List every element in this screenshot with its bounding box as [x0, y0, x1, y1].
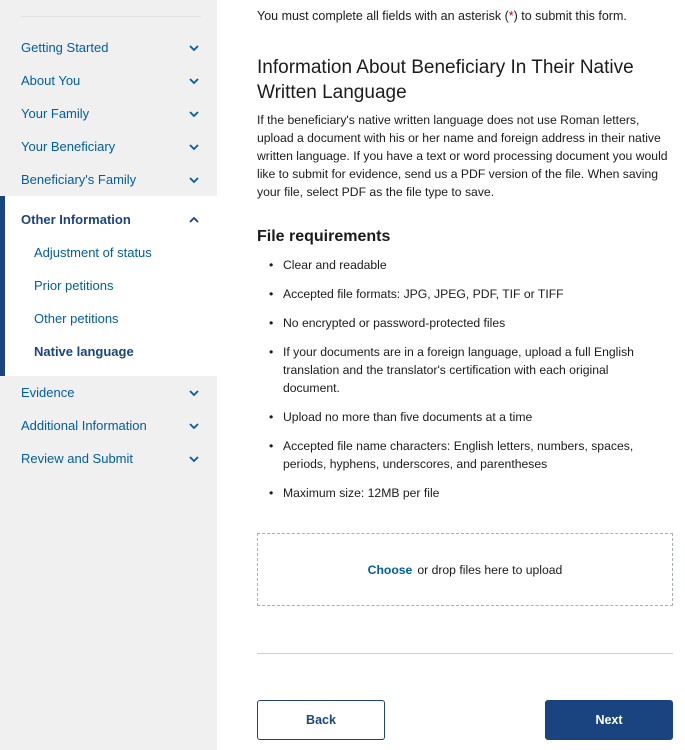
- sidebar-item-beneficiarys-family[interactable]: [0, 163, 217, 196]
- dropzone-instructions: or drop files here to upload: [417, 562, 563, 577]
- sidebar-item-evidence[interactable]: [0, 376, 217, 409]
- sidebar-item-your-family[interactable]: [0, 97, 217, 130]
- required-note-text: You must complete all fields with an asterisk (: [257, 9, 509, 23]
- sidebar-item-label: Other Information: [21, 212, 131, 227]
- list-item: • No encrypted or password-protected files: [257, 314, 673, 332]
- list-item: • Upload no more than five documents at a time: [257, 408, 673, 426]
- sidebar-item-your-beneficiary[interactable]: [0, 130, 217, 163]
- file-requirements-list: [257, 256, 673, 502]
- list-item: • If your documents are in a foreign language, upload a full English translation and the translator's certification with each original document.: [257, 343, 673, 397]
- chevron-down-icon: [188, 453, 200, 465]
- sidebar-nav: [0, 0, 217, 750]
- list-item: • Accepted file formats: JPG, JPEG, PDF, TIF or TIFF: [257, 285, 673, 303]
- required-note-text-end: ) to submit this form.: [513, 9, 627, 23]
- chevron-down-icon: [188, 75, 200, 87]
- list-item: • Clear and readable: [257, 256, 673, 274]
- sidebar-item-label: Your Beneficiary: [21, 139, 116, 154]
- chevron-down-icon: [188, 108, 200, 120]
- sidebar-subitem-label: Adjustment of status: [34, 245, 152, 260]
- chevron-down-icon: [188, 387, 200, 399]
- sidebar-item-additional-information[interactable]: [0, 409, 217, 442]
- sidebar-item-other-information[interactable]: [0, 203, 217, 236]
- sidebar-item-label: Beneficiary's Family: [21, 172, 137, 187]
- sidebar-top-divider: [21, 16, 201, 17]
- sidebar-subitem-prior-petitions[interactable]: [0, 269, 217, 302]
- file-requirements-heading: File requirements: [257, 228, 391, 245]
- form-divider: [257, 653, 673, 654]
- sidebar-item-label: Evidence: [21, 385, 75, 400]
- sidebar-item-label: Review and Submit: [21, 451, 133, 466]
- sidebar-item-label: About You: [21, 73, 81, 88]
- chevron-down-icon: [188, 141, 200, 153]
- sidebar-subitem-label: Other petitions: [34, 311, 119, 326]
- chevron-down-icon: [188, 42, 200, 54]
- sidebar-item-about-you[interactable]: [0, 64, 217, 97]
- sidebar-item-label: Getting Started: [21, 40, 109, 55]
- file-dropzone[interactable]: [257, 533, 673, 606]
- chevron-down-icon: [188, 420, 200, 432]
- required-fields-note: [257, 9, 627, 23]
- chevron-down-icon: [188, 174, 200, 186]
- next-button[interactable]: Next: [545, 700, 673, 740]
- chevron-up-icon: [188, 214, 200, 226]
- sidebar-subitem-native-language[interactable]: [0, 335, 217, 368]
- list-item: • Accepted file name characters: English letters, numbers, spaces, periods, hyphens, underscores, and parentheses: [257, 437, 673, 473]
- page-title: Information About Beneficiary In Their Native Written Language: [257, 57, 634, 103]
- sidebar-subitem-label: Native language: [34, 344, 134, 359]
- required-asterisk: *: [508, 9, 514, 23]
- back-button[interactable]: Back: [257, 700, 385, 740]
- sidebar-item-review-and-submit[interactable]: [0, 442, 217, 475]
- sidebar-item-getting-started[interactable]: [0, 31, 217, 64]
- sidebar-subitem-label: Prior petitions: [34, 278, 114, 293]
- sidebar-subitem-other-petitions[interactable]: [0, 302, 217, 335]
- list-item: • Maximum size: 12MB per file: [257, 484, 673, 502]
- sidebar-subitem-adjustment-of-status[interactable]: [0, 236, 217, 269]
- sidebar-item-label: Your Family: [21, 106, 90, 121]
- choose-file-link[interactable]: Choose: [367, 562, 413, 577]
- intro-paragraph: If the beneficiary's native written language does not use Roman letters, upload a document with his or her name and foreign address in their native written language. If you have a text or word processing document you would like to submit for evidence, send us a PDF version of the file. When saving your file, select PDF as the file type to save.: [257, 113, 668, 199]
- sidebar-section-other-information: [0, 196, 217, 376]
- sidebar-item-label: Additional Information: [21, 418, 147, 433]
